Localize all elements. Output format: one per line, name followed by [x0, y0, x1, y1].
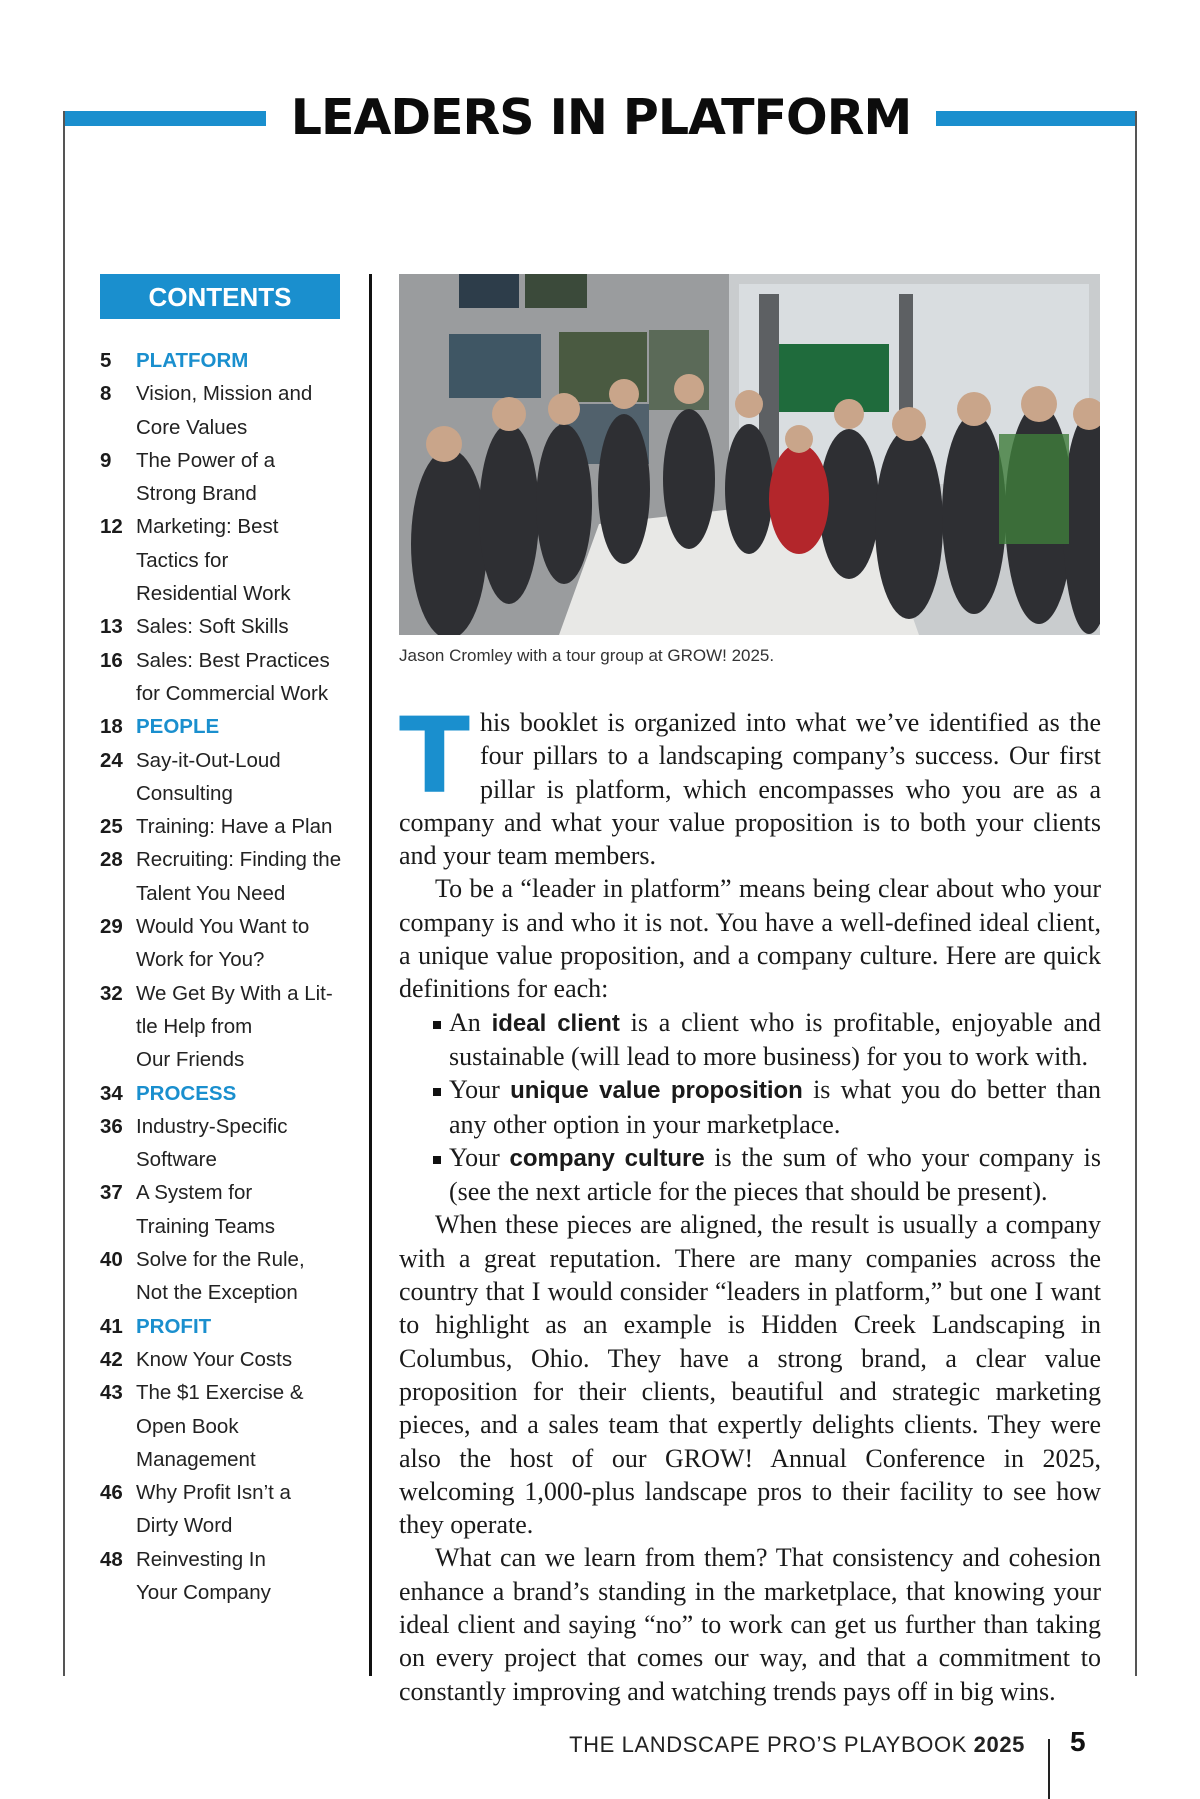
toc-page-number: 13 — [100, 615, 123, 639]
page-number: 5 — [1070, 1726, 1086, 1757]
toc-page-number: 29 — [100, 915, 123, 939]
bullet-text: is a client who is profitable, enjoyable and sustainable (will lead to more business) for you to work with. — [449, 1007, 1102, 1071]
toc-page-number: 41 — [100, 1314, 123, 1338]
contents-heading: CONTENTS — [100, 274, 340, 319]
toc-title: PROCESS — [136, 1081, 237, 1105]
bullet-text: Your — [449, 1142, 510, 1172]
header-accent-bar-left — [63, 111, 266, 126]
header-accent-bar-right — [936, 111, 1137, 126]
toc-item[interactable] — [100, 810, 350, 843]
frame-rule-right — [1135, 111, 1137, 1676]
toc-page-number: 18 — [100, 715, 123, 739]
toc-title: Why Profit Isn’t a Dirty Word — [136, 1481, 291, 1538]
list-item — [433, 1073, 1101, 1141]
toc-page-number: 43 — [100, 1381, 123, 1405]
toc-page-number: 9 — [100, 448, 112, 472]
toc-title: Know Your Costs — [136, 1347, 293, 1371]
contents-list — [100, 344, 350, 1609]
toc-item[interactable] — [100, 510, 350, 610]
toc-item[interactable] — [100, 977, 350, 1077]
toc-title: PROFIT — [136, 1314, 212, 1338]
toc-item[interactable] — [100, 1077, 350, 1110]
toc-title: Vision, Mission and Core Values — [136, 382, 313, 439]
toc-item[interactable] — [100, 1310, 350, 1343]
toc-title: Reinvesting In Your Company — [136, 1547, 271, 1604]
toc-page-number: 16 — [100, 648, 123, 672]
toc-title: Sales: Best Practices for Commercial Work — [136, 648, 330, 705]
toc-item[interactable] — [100, 910, 350, 977]
photo-illustration — [399, 274, 1100, 635]
toc-title: Training: Have a Plan — [136, 815, 333, 839]
bullet-term: company culture — [509, 1144, 705, 1172]
toc-item[interactable] — [100, 1176, 350, 1243]
frame-rule-left — [63, 111, 65, 1676]
toc-title: Recruiting: Finding the Talent You Need — [136, 848, 342, 905]
toc-item[interactable] — [100, 1343, 350, 1376]
article-paragraph: What can we learn from them? That consistency and cohesion enhance a brand’s standing in the marketplace, that knowing your ideal client and saying “no” to work can get us further than taking on every project that comes our way, and that a commitment to constantly improving and watching trends pays off in big wins. — [399, 1543, 1101, 1706]
toc-page-number: 46 — [100, 1481, 123, 1505]
toc-page-number: 12 — [100, 515, 123, 539]
list-item — [433, 1141, 1101, 1209]
toc-item[interactable] — [100, 1110, 350, 1177]
toc-item[interactable] — [100, 744, 350, 811]
toc-page-number: 5 — [100, 349, 112, 372]
toc-title: A System for Training Teams — [136, 1181, 276, 1238]
toc-page-number: 32 — [100, 981, 123, 1005]
toc-title: The Power of a Strong Brand — [136, 448, 276, 506]
toc-item[interactable] — [100, 610, 350, 643]
toc-title: PEOPLE — [136, 715, 220, 739]
footer-divider — [1048, 1739, 1050, 1799]
toc-title: Solve for the Rule, Not the Exception — [136, 1248, 305, 1305]
toc-item[interactable] — [100, 1543, 350, 1610]
tour-group-photo — [399, 274, 1100, 635]
article-paragraph: When these pieces are aligned, the result is usually a company with a great reputation. There are many companies across the country that I would consider “leaders in platform,” but one I want to highlight as an example is Hidden Creek Landscaping in Columbus, Ohio. They have a strong brand, a clear value proposition for their clients, beautiful and strategic marketing pieces, and a sales team that expertly delights clients. They were also the host of our GROW! Annual Conference in 2025, welcoming 1,000-plus landscape pros to their facility to see how they operate. — [399, 1210, 1101, 1540]
bullet-text: is what you do better than any other option in your marketplace. — [449, 1075, 1101, 1139]
article-body — [399, 695, 1102, 1708]
toc-item[interactable] — [100, 710, 350, 743]
toc-title: Say-it-Out-Loud Consulting — [136, 748, 281, 805]
definitions-list — [399, 1006, 1101, 1209]
bullet-text: is the sum of who your company is (see the next article for the pieces that should be present). — [449, 1142, 1102, 1207]
publication-year: 2025 — [973, 1732, 1025, 1757]
toc-title: Sales: Soft Skills — [136, 615, 289, 639]
toc-page-number: 36 — [100, 1114, 123, 1138]
bullet-term: unique value proposition — [510, 1077, 803, 1105]
toc-title: PLATFORM — [136, 349, 249, 372]
toc-page-number: 28 — [100, 848, 123, 872]
publication-name: THE LANDSCAPE PRO’S PLAYBOOK — [569, 1732, 967, 1757]
toc-title: Would You Want to Work for You? — [136, 915, 310, 972]
toc-item[interactable] — [100, 344, 350, 377]
toc-page-number: 48 — [100, 1547, 123, 1571]
toc-title: Industry-Specific Software — [136, 1114, 288, 1172]
article-paragraph: his booklet is organized into what we’ve identified as the four pillars to a landscaping company’s success. Our first pillar is platform, which encompasses who you are as a company and what your value proposition is to both your clients and your team members. — [399, 708, 1101, 871]
toc-page-number: 24 — [100, 748, 123, 772]
running-footer — [520, 1732, 1025, 1758]
photo-caption: Jason Cromley with a tour group at GROW! 2025. — [399, 646, 775, 665]
drop-cap: T — [399, 695, 470, 817]
toc-title: We Get By With a Lit- tle Help from Our Friends — [136, 981, 333, 1072]
toc-item[interactable] — [100, 843, 350, 910]
toc-page-number: 42 — [100, 1347, 123, 1371]
toc-title: The $1 Exercise & Open Book Management — [136, 1381, 304, 1471]
toc-item[interactable] — [100, 1376, 350, 1476]
toc-item[interactable] — [100, 1476, 350, 1543]
toc-page-number: 34 — [100, 1081, 123, 1105]
page-title: LEADERS IN PLATFORM — [290, 89, 912, 146]
list-item — [433, 1006, 1101, 1074]
bullet-text: Your — [449, 1075, 511, 1105]
toc-page-number: 8 — [100, 382, 112, 406]
toc-title: Marketing: Best Tactics for Residential Work — [136, 515, 291, 606]
toc-item[interactable] — [100, 1243, 350, 1310]
bullet-term: ideal client — [491, 1009, 620, 1037]
toc-item[interactable] — [100, 377, 350, 444]
toc-page-number: 37 — [100, 1181, 123, 1205]
column-divider — [369, 274, 372, 1676]
article-paragraph: To be a “leader in platform” means being clear about who your company is and who it is not. You have a well-defined ideal client, a unique value proposition, and a company culture. Here are quick definitions for each: — [399, 874, 1101, 1004]
toc-item[interactable] — [100, 644, 350, 711]
toc-item[interactable] — [100, 444, 350, 511]
bullet-text: An — [449, 1007, 492, 1037]
toc-page-number: 25 — [100, 815, 123, 839]
toc-page-number: 40 — [100, 1248, 123, 1272]
